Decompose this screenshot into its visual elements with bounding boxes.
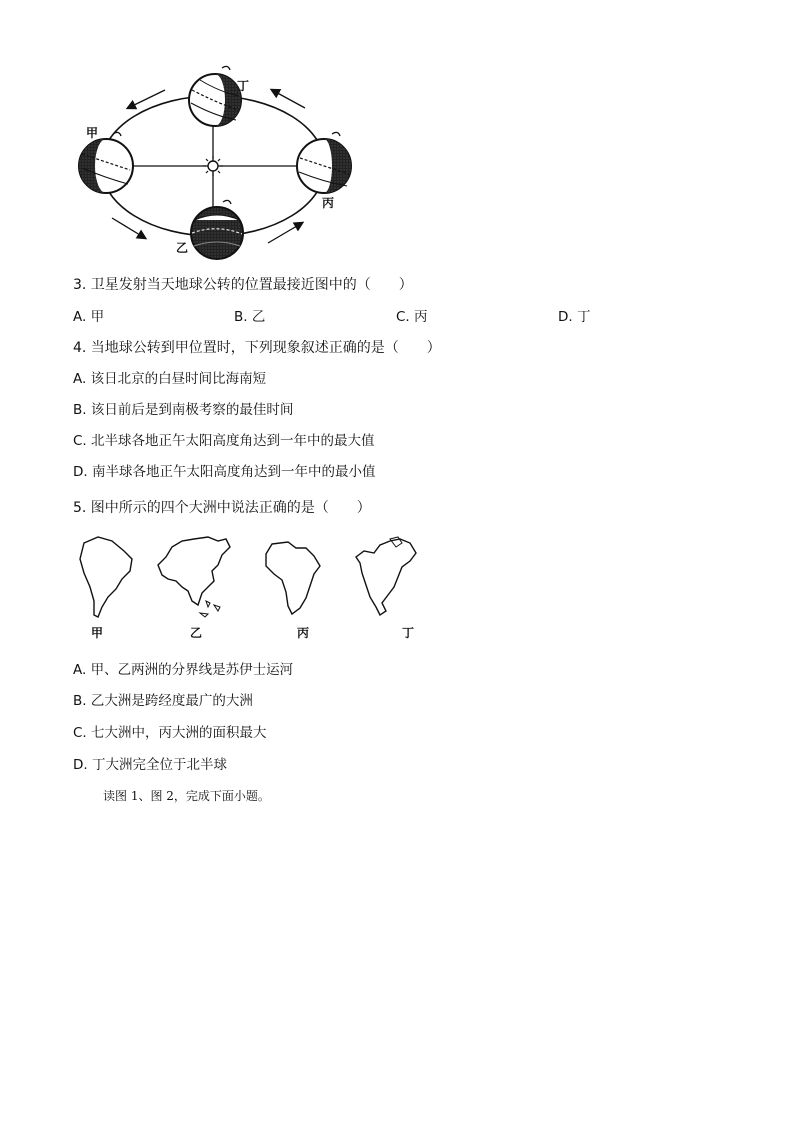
label-yi: 乙 [176, 241, 189, 255]
continent-south-america [76, 535, 136, 620]
continent-label-jia: 甲 [90, 626, 103, 640]
sun-icon [203, 156, 223, 176]
q3-stem: 3. 卫星发射当天地球公转的位置最接近图中的（ ） [73, 277, 413, 293]
continent-label-yi: 乙 [189, 626, 202, 640]
continent-asia [152, 535, 232, 620]
continent-label-bing: 丙 [296, 626, 309, 640]
q5-stem: 5. 图中所示的四个大洲中说法正确的是（ ） [73, 500, 371, 516]
q5-option-c[interactable]: C. 七大洲中，丙大洲的面积最大 [73, 725, 267, 741]
q4-option-a[interactable]: A. 该日北京的白昼时间比海南短 [73, 371, 267, 387]
label-jia: 甲 [86, 126, 99, 140]
q4-option-b[interactable]: B. 该日前后是到南极考察的最佳时间 [73, 402, 294, 418]
q5-option-d[interactable]: D. 丁大洲完全位于北半球 [73, 757, 227, 773]
q3-option-c[interactable]: C. 丙 [396, 309, 428, 325]
continent-label-ding: 丁 [401, 626, 414, 640]
q5-option-b[interactable]: B. 乙大洲是跨经度最广的大洲 [73, 693, 253, 709]
globe-bing [297, 132, 351, 193]
globe-jia [79, 132, 133, 193]
continent-africa [262, 540, 324, 618]
reading-instruction: 读图 1、图 2，完成下面小题。 [103, 789, 270, 803]
q4-option-d[interactable]: D. 南半球各地正午太阳高度角达到一年中的最小值 [73, 464, 376, 480]
q3-option-d[interactable]: D. 丁 [558, 309, 591, 325]
q4-stem: 4. 当地球公转到甲位置时，下列现象叙述正确的是（ ） [73, 340, 441, 356]
q3-option-a[interactable]: A. 甲 [73, 309, 105, 325]
earth-orbit-figure [70, 58, 370, 268]
globe-ding [189, 66, 241, 126]
continent-north-america [352, 535, 420, 620]
globe-yi [191, 200, 243, 259]
q3-option-b[interactable]: B. 乙 [234, 309, 266, 325]
label-bing: 丙 [322, 196, 335, 210]
q4-option-c[interactable]: C. 北半球各地正午太阳高度角达到一年中的最大值 [73, 433, 375, 449]
q5-option-a[interactable]: A. 甲、乙两洲的分界线是苏伊士运河 [73, 662, 294, 678]
label-ding: 丁 [237, 79, 250, 93]
